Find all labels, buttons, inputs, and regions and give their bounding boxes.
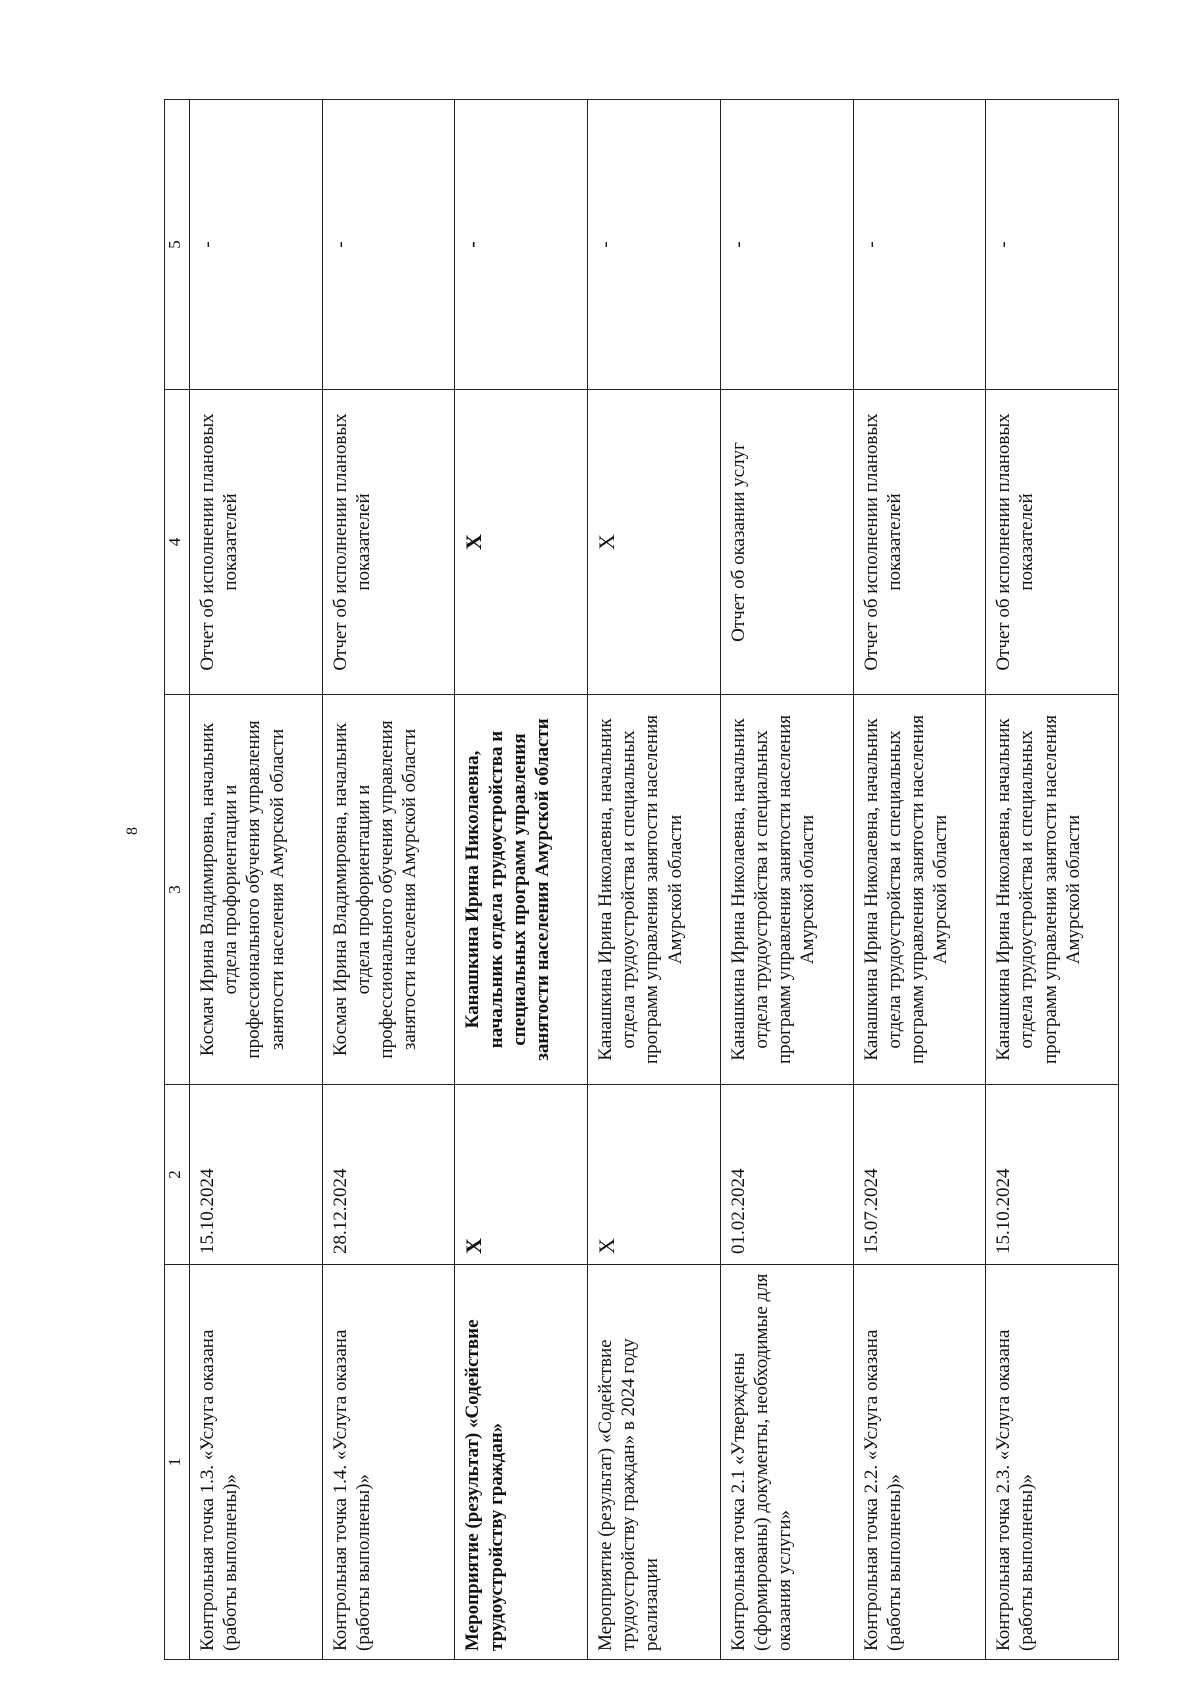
- row-document: Отчет об исполнении плановых показателей: [853, 390, 986, 695]
- row-col5: -: [190, 100, 323, 390]
- row-date: X: [455, 1085, 588, 1265]
- row-responsible: Канашкина Ирина Николаевна, начальник отдела трудоустройства и специальных программ управления занятости населения Амурской области: [720, 695, 853, 1085]
- row-date: 01.02.2024: [720, 1085, 853, 1265]
- row-col5: -: [322, 100, 455, 390]
- rotated-table-wrapper: [164, 100, 1119, 1660]
- table-row: [853, 100, 986, 1660]
- row-responsible: Космач Ирина Владимировна, начальник отдела профориентации и профессионального обучения управления занятости населения Амурской области: [190, 695, 323, 1085]
- row-responsible: Космач Ирина Владимировна, начальник отдела профориентации и профессионального обучения управления занятости населения Амурской области: [322, 695, 455, 1085]
- table-row: [322, 100, 455, 1660]
- row-date: 15.07.2024: [853, 1085, 986, 1265]
- row-date: 15.10.2024: [986, 1085, 1119, 1265]
- row-document: Отчет об исполнении плановых показателей: [322, 390, 455, 695]
- header-cell-3: 3: [165, 695, 190, 1085]
- row-document: X: [455, 390, 588, 695]
- row-col5: -: [455, 100, 588, 390]
- table-row: [986, 100, 1119, 1660]
- row-document: Отчет об оказании услуг: [720, 390, 853, 695]
- row-title: Контрольная точка 2.1 «Утверждены (сформированы) документы, необходимые для оказания услуги»: [720, 1265, 853, 1660]
- row-col5: -: [853, 100, 986, 390]
- table-row: [190, 100, 323, 1660]
- row-col5: -: [720, 100, 853, 390]
- row-responsible: Канашкина Ирина Николаевна, начальник отдела трудоустройства и специальных программ управления занятости населения Амурской области: [588, 695, 721, 1085]
- row-col5: -: [986, 100, 1119, 390]
- header-cell-5: 5: [165, 100, 190, 390]
- row-date: X: [588, 1085, 721, 1265]
- header-row: [165, 100, 190, 1660]
- row-title: Контрольная точка 1.4. «Услуга оказана (работы выполнены)»: [322, 1265, 455, 1660]
- row-title: Контрольная точка 1.3. «Услуга оказана (работы выполнены)»: [190, 1265, 323, 1660]
- row-col5: -: [588, 100, 721, 390]
- table-row: [455, 100, 588, 1660]
- header-cell-2: 2: [165, 1085, 190, 1265]
- row-title: Контрольная точка 2.3. «Услуга оказана (работы выполнены)»: [986, 1265, 1119, 1660]
- row-title: Контрольная точка 2.2. «Услуга оказана (работы выполнены)»: [853, 1265, 986, 1660]
- header-cell-1: 1: [165, 1265, 190, 1660]
- row-title: Мероприятие (результат) «Содействие трудоустройству граждан»: [455, 1265, 588, 1660]
- header-cell-4: 4: [165, 390, 190, 695]
- row-date: 28.12.2024: [322, 1085, 455, 1265]
- table-row: [588, 100, 721, 1660]
- table-row: [720, 100, 853, 1660]
- row-title: Мероприятие (результат) «Содействие трудоустройству граждан» в 2024 году реализации: [588, 1265, 721, 1660]
- plan-table: [164, 99, 1119, 1660]
- row-document: X: [588, 390, 721, 695]
- row-responsible: Канашкина Ирина Николаевна, начальник отдела трудоустройства и специальных программ управления занятости населения Амурской области: [853, 695, 986, 1085]
- page-number: 8: [124, 827, 141, 835]
- row-document: Отчет об исполнении плановых показателей: [190, 390, 323, 695]
- row-responsible: Канашкина Ирина Николаевна, начальник отдела трудоустройства и специальных программ управления занятости населения Амурской области: [455, 695, 588, 1085]
- row-responsible: Канашкина Ирина Николаевна, начальник отдела трудоустройства и специальных программ управления занятости населения Амурской области: [986, 695, 1119, 1085]
- row-date: 15.10.2024: [190, 1085, 323, 1265]
- row-document: Отчет об исполнении плановых показателей: [986, 390, 1119, 695]
